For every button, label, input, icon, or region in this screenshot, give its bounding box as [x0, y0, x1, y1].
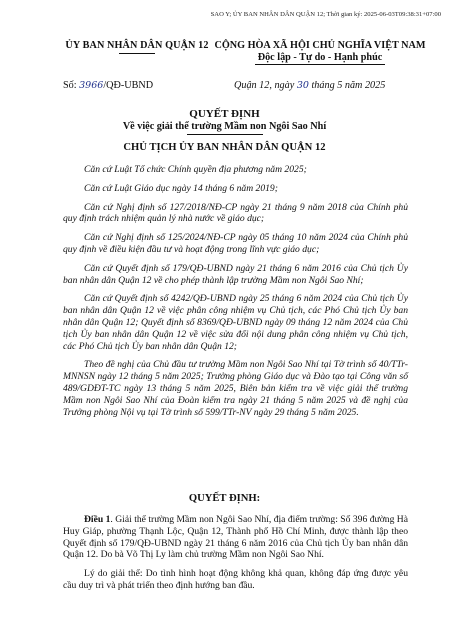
document-title: [0, 108, 449, 135]
doc-number-suffix: /QĐ-UBND: [103, 80, 154, 91]
dissolution-reason: Lý do giải thể: Do tình hình hoạt động không khả quan, không đáp ứng được yêu cầu duy trì và phát triển theo định hướng ban đầu.: [63, 568, 408, 591]
document-kind: QUYẾT ĐỊNH: [189, 108, 260, 120]
motto-underline: [255, 64, 385, 65]
legal-basis-item: Căn cứ Nghị định số 125/2024/NĐ-CP ngày 05 tháng 10 năm 2024 của Chính phủ quy định về điều kiện đầu tư và hoạt động trong lĩnh vực giáo dục;: [63, 232, 408, 255]
article-1-label: Điều 1: [84, 514, 111, 525]
doc-number-handwritten: 3966: [79, 80, 104, 91]
legal-basis-item: Căn cứ Luật Tổ chức Chính quyền địa phương năm 2025;: [84, 164, 307, 175]
title-underline: [187, 134, 263, 135]
issuing-authority-block: [63, 40, 211, 54]
date-day-handwritten: 30: [296, 80, 309, 91]
legal-basis-section: [63, 164, 408, 425]
place-date-prefix: Quận 12, ngày: [234, 80, 295, 91]
document-subject: Về việc giải thể trường Mầm non Ngôi Sao Nhí: [122, 121, 327, 132]
decision-body: [63, 514, 408, 599]
article-1-text: . Giải thể trường Mầm non Ngôi Sao Nhí, địa điểm trường: Số 396 đường Hà Huy Giáp, phường Thạnh Lộc, Quận 12, Thành phố Hồ Chí Minh, được thành lập theo Quyết định số 179/QĐ-UBND ngày 21 tháng 6 năm 2016 của Chủ tịch Ủy ban nhân dân Quận 12. Do bà Võ Thị Ly làm chủ trường Mầm non Ngôi Sao Nhí.: [63, 514, 408, 561]
article-1: [63, 514, 408, 561]
national-motto: Độc lập - Tự do - Hạnh phúc: [257, 52, 383, 63]
decision-heading: QUYẾT ĐỊNH:: [188, 493, 261, 504]
national-title: CỘNG HÒA XÃ HỘI CHỦ NGHĨA VIỆT NAM: [214, 40, 426, 51]
place-date-suffix: tháng 5 năm 2025: [311, 80, 386, 91]
legal-basis-item: Căn cứ Quyết định số 179/QĐ-UBND ngày 21 tháng 6 năm 2016 của Chủ tịch Ủy ban nhân dân Quận 12 về cho phép thành lập trường Mầm non Ngôi Sao Nhí;: [63, 262, 408, 286]
issuing-authority: ỦY BAN NHÂN DÂN QUẬN 12: [65, 40, 209, 51]
place-and-date: [234, 80, 385, 91]
authority-underline: [119, 53, 155, 54]
doc-number-prefix: Số:: [63, 80, 77, 91]
legal-basis-item: Căn cứ Nghị định số 127/2018/NĐ-CP ngày 21 tháng 9 năm 2018 của Chính phủ quy định trách nhiệm quản lý nhà nước về giáo dục;: [63, 201, 408, 225]
digital-signature-stamp: SAO Y; ỦY BAN NHÂN DÂN QUẬN 12; Thời gian ký: 2025-06-03T09:38:31+07:00: [210, 11, 441, 18]
national-title-block: [200, 40, 440, 65]
legal-basis-item: Theo đề nghị của Chủ đầu tư trường Mầm non Ngôi Sao Nhí tại Tờ trình số 40/TTr-MNNSN ngày 12 tháng 5 năm 2025; Trưởng phòng Giáo dục và Đào tạo tại Công văn số 489/GDĐT-TC ngày 13 tháng 5 năm 2025, Biên bản kiểm tra về việc giải thể trường Mầm non Ngôi Sao Nhí của Đoàn kiểm tra ngày 21 tháng 5 năm 2025 và đề nghị của Trưởng phòng Nội vụ tại Tờ trình số 599/TTr-NV ngày 29 tháng 5 năm 2025.: [63, 359, 408, 418]
document-number: [63, 80, 153, 91]
legal-basis-item: Căn cứ Luật Giáo dục ngày 14 tháng 6 năm 2019;: [84, 182, 278, 194]
issuing-official: CHỦ TỊCH ỦY BAN NHÂN DÂN QUẬN 12: [123, 142, 326, 153]
legal-basis-item: Căn cứ Quyết định số 4242/QĐ-UBND ngày 25 tháng 6 năm 2024 của Chủ tịch Ủy ban nhân dân Quận 12 về việc phân công nhiệm vụ Chủ tịch, các Phó Chủ tịch Ủy ban nhân dân Quận 12; Quyết định số 8369/QĐ-UBND ngày 09 tháng 12 năm 2024 của Chủ tịch Ủy ban nhân dân Quận 12 về việc sửa đổi nội dung phân công nhiệm vụ Chủ tịch, các Phó Chủ tịch Ủy ban nhân dân Quận 12;: [63, 293, 408, 352]
